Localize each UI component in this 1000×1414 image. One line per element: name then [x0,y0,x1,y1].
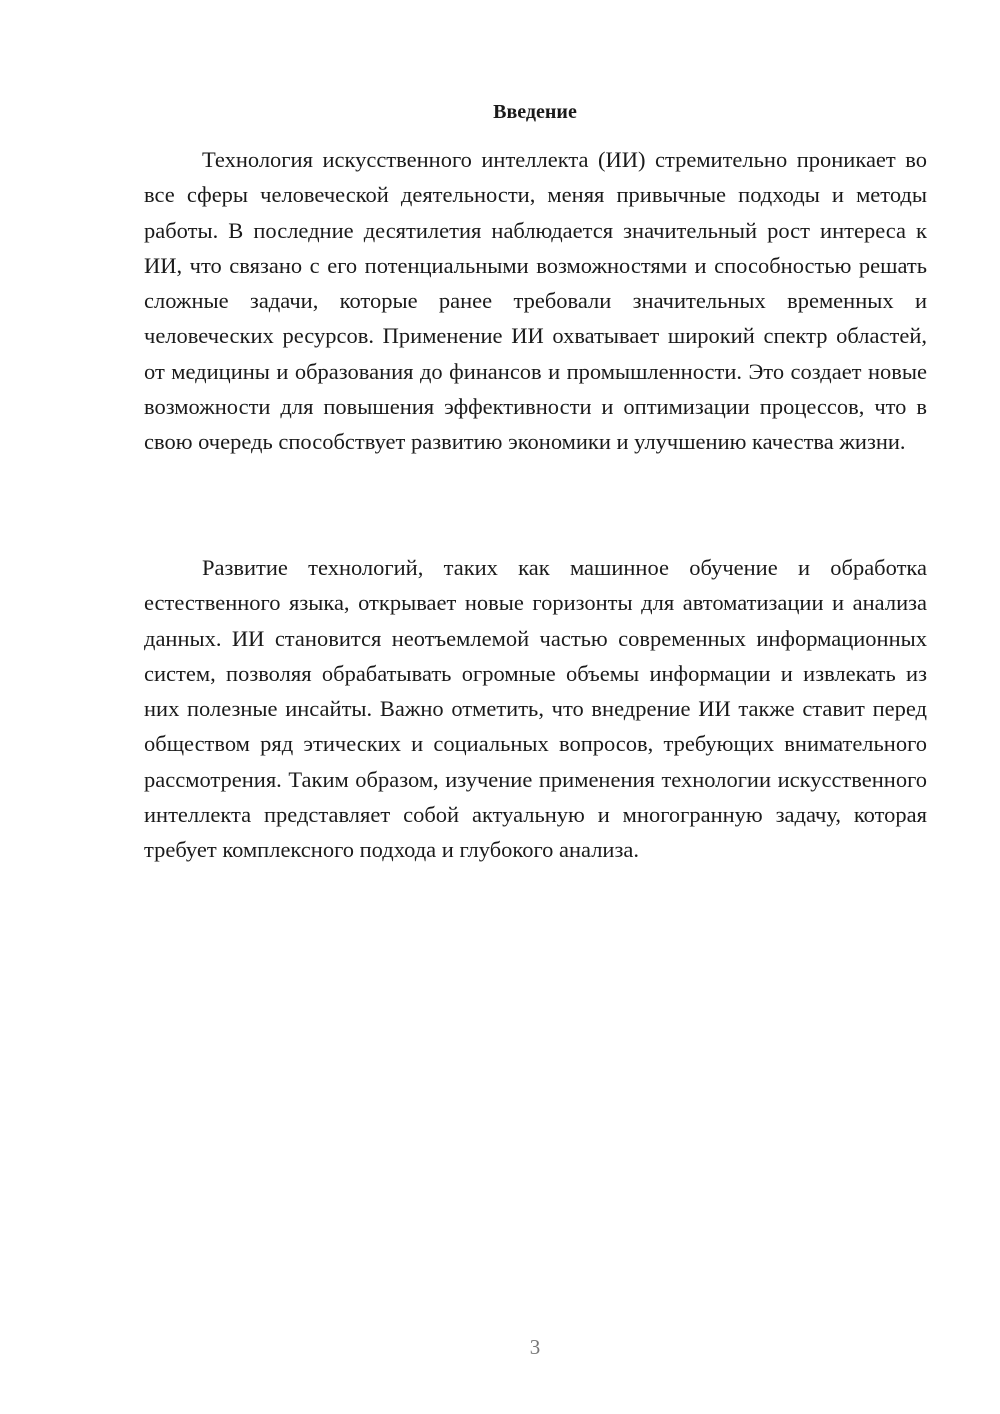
paragraph-2: Развитие технологий, таких как машинное обучение и обработка естественного языка, открывает новые горизонты для автоматизации и анализа данных. ИИ становится неотъемлемой частью современных информационных систем, позволяя обрабатывать огромные объемы информации и извлекать из них полезные инсайты. Важно отметить, что внедрение ИИ также ставит перед обществом ряд этических и социальных вопросов, требующих внимательного рассмотрения. Таким образом, изучение применения технологии искусственного интеллекта представляет собой актуальную и многогранную задачу, которая требует комплексного подхода и глубокого анализа. [144,555,927,863]
paragraph-1: Технология искусственного интеллекта (ИИ) стремительно проникает во все сферы человеческой деятельности, меняя привычные подходы и методы работы. В последние десятилетия наблюдается значительный рост интереса к ИИ, что связано с его потенциальными возможностями и способностью решать сложные задачи, которые ранее требовали значительных временных и человеческих ресурсов. Применение ИИ охватывает широкий спектр областей, от медицины и образования до финансов и промышленности. Это создает новые возможности для повышения эффективности и оптимизации процессов, что в свою очередь способствует развитию экономики и улучшению качества жизни. [144,147,927,455]
page-number: 3 [529,1335,541,1359]
section-heading: Введение [493,101,577,123]
